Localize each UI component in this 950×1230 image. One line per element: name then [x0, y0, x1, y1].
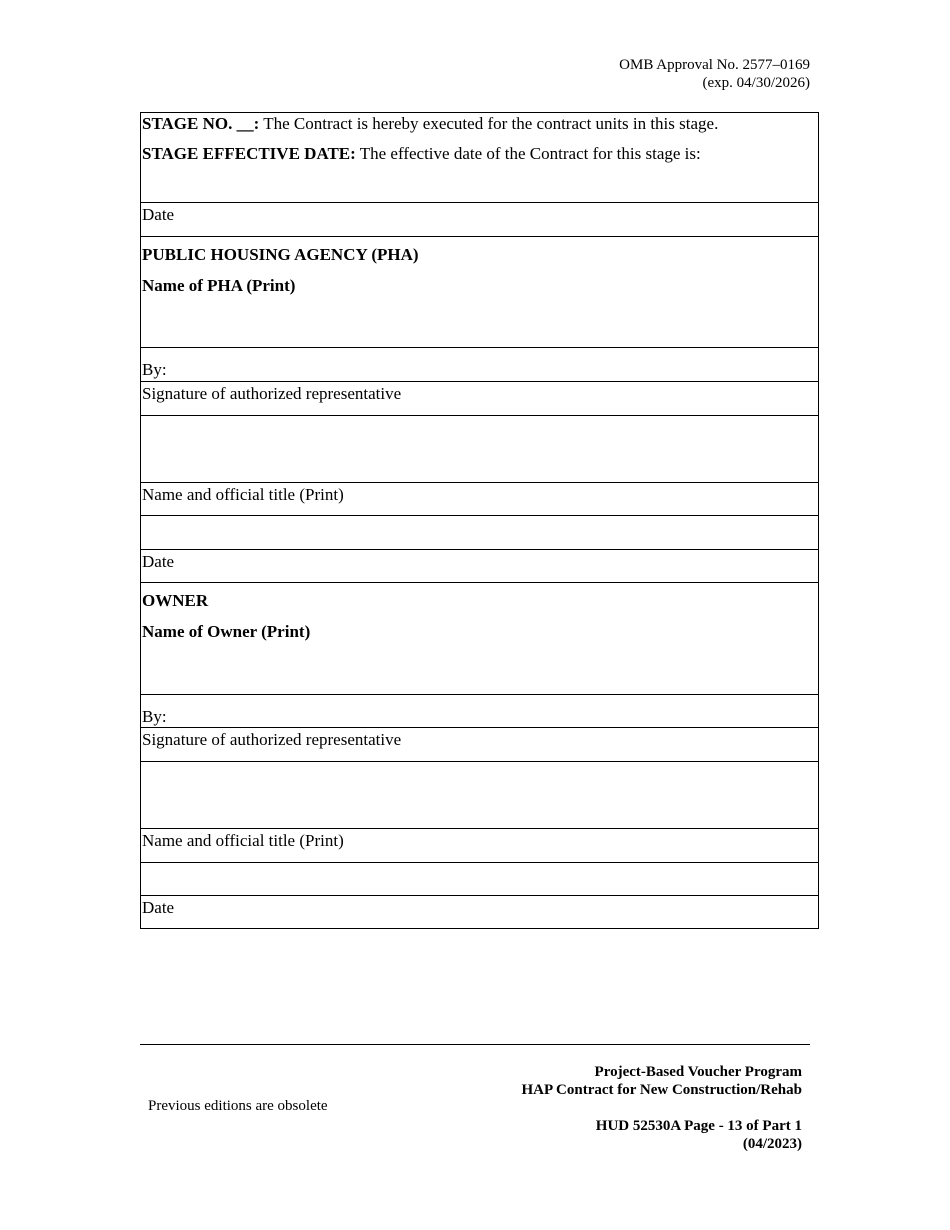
stage-section	[141, 113, 818, 202]
owner-name-title-field[interactable]	[141, 761, 818, 828]
pha-date-field[interactable]	[141, 515, 818, 549]
footer-page-number: HUD 52530A Page - 13 of Part 1	[595, 1118, 802, 1134]
signature-form	[140, 112, 819, 929]
stage-effective-date-text: The effective date of the Contract for this stage is:	[355, 144, 701, 163]
owner-by-label: By:	[142, 707, 167, 726]
stage-date-label: Date	[142, 205, 175, 224]
owner-date-field[interactable]	[141, 862, 818, 895]
footer-edition: (04/2023)	[742, 1136, 802, 1152]
pha-signature-label: Signature of authorized representative	[142, 384, 402, 403]
owner-section[interactable]	[141, 582, 818, 694]
pha-date-label: Date	[142, 552, 175, 571]
pha-by-label: By:	[142, 360, 167, 379]
owner-date-row	[141, 895, 818, 928]
owner-signature-label: Signature of authorized representative	[142, 730, 402, 749]
stage-effective-date-line	[142, 144, 818, 164]
pha-section[interactable]	[141, 236, 818, 347]
omb-approval-number: OMB Approval No. 2577–0169	[619, 57, 810, 73]
pha-date-row	[141, 549, 818, 582]
stage-number-text: The Contract is hereby executed for the contract units in this stage.	[259, 114, 719, 133]
owner-by-field[interactable]	[141, 694, 818, 727]
owner-title-label: Name and official title (Print)	[142, 831, 344, 850]
owner-heading: OWNER	[142, 591, 209, 610]
omb-expiration: (exp. 04/30/2026)	[702, 75, 810, 91]
owner-name-label: Name of Owner (Print)	[142, 622, 311, 641]
owner-signature-row	[141, 727, 818, 761]
footer-divider	[140, 1044, 810, 1045]
pha-name-title-field[interactable]	[141, 415, 818, 482]
footer-contract: HAP Contract for New Construction/Rehab	[521, 1082, 802, 1098]
stage-effective-date-label: STAGE EFFECTIVE DATE:	[142, 144, 356, 163]
owner-title-row	[141, 828, 818, 862]
pha-by-field[interactable]	[141, 347, 818, 381]
owner-date-label: Date	[142, 898, 175, 917]
stage-date-field[interactable]	[141, 202, 818, 236]
pha-title-label: Name and official title (Print)	[142, 485, 344, 504]
footer-program: Project-Based Voucher Program	[594, 1064, 802, 1080]
omb-approval	[619, 56, 810, 92]
pha-heading: PUBLIC HOUSING AGENCY (PHA)	[142, 245, 419, 264]
stage-number-line	[142, 114, 818, 134]
footer-form-info	[521, 1063, 802, 1153]
footer-obsolete-note: Previous editions are obsolete	[148, 1098, 328, 1114]
pha-title-row	[141, 482, 818, 515]
pha-name-label: Name of PHA (Print)	[142, 276, 296, 295]
stage-number-label: STAGE NO. __:	[142, 114, 260, 133]
pha-signature-row	[141, 381, 818, 415]
